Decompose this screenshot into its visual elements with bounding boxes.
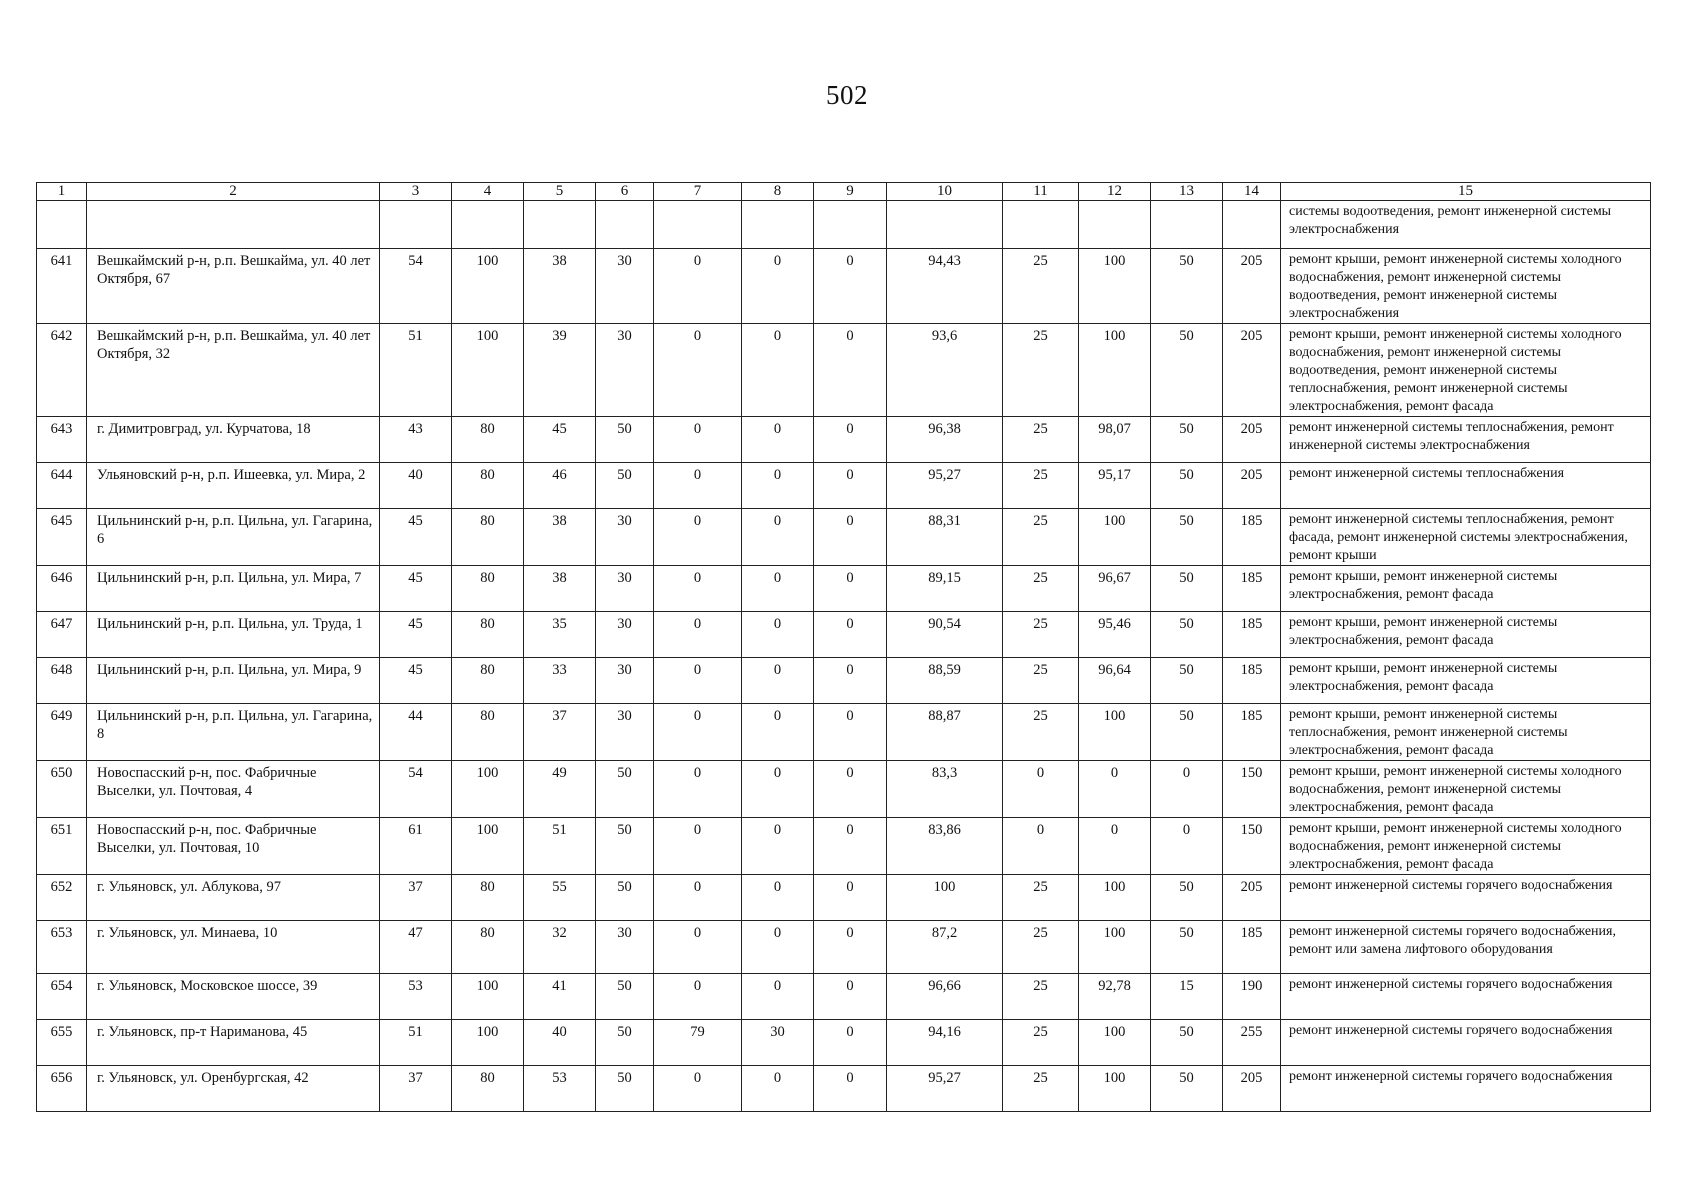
value-cell-col-3: 54 <box>380 761 452 818</box>
value-cell-col-13: 50 <box>1151 417 1223 463</box>
value-cell-col-7: 0 <box>654 417 742 463</box>
value-cell-col-10: 83,86 <box>887 818 1003 875</box>
work-list-cell: ремонт крыши, ремонт инженерной системы электроснабжения, ремонт фасада <box>1281 612 1651 658</box>
value-cell-col-14: 185 <box>1223 566 1281 612</box>
column-header-9: 9 <box>814 183 887 201</box>
value-cell-col-5: 32 <box>524 921 596 974</box>
work-list-cell: ремонт крыши, ремонт инженерной системы холодного водоснабжения, ремонт инженерной системы электроснабжения, ремонт фасада <box>1281 818 1651 875</box>
value-cell-col-14: 205 <box>1223 417 1281 463</box>
value-cell-col-4: 80 <box>452 704 524 761</box>
column-header-8: 8 <box>742 183 814 201</box>
column-header-12: 12 <box>1079 183 1151 201</box>
address-cell: Новоспасский р-н, пос. Фабричные Выселки, ул. Почтовая, 4 <box>87 761 380 818</box>
value-cell-col-5: 41 <box>524 974 596 1020</box>
value-cell-col-13: 15 <box>1151 974 1223 1020</box>
value-cell-col-12: 98,07 <box>1079 417 1151 463</box>
value-cell-col-3: 37 <box>380 875 452 921</box>
value-cell-col-5: 39 <box>524 324 596 417</box>
value-cell-col-7: 0 <box>654 658 742 704</box>
value-cell-col-8: 0 <box>742 324 814 417</box>
value-cell-col-4: 80 <box>452 921 524 974</box>
value-cell-col-3: 45 <box>380 658 452 704</box>
value-cell-col-10: 89,15 <box>887 566 1003 612</box>
row-number-cell: 655 <box>37 1020 87 1066</box>
value-cell-col-6: 50 <box>596 1020 654 1066</box>
address-cell: Ульяновский р-н, р.п. Ишеевка, ул. Мира, 2 <box>87 463 380 509</box>
table-row <box>37 324 1651 417</box>
value-cell-col-12: 95,46 <box>1079 612 1151 658</box>
value-cell-col-4: 80 <box>452 875 524 921</box>
value-cell-col-13: 50 <box>1151 509 1223 566</box>
value-cell-col-9: 0 <box>814 1066 887 1112</box>
value-cell-col-14: 185 <box>1223 921 1281 974</box>
column-header-1: 1 <box>37 183 87 201</box>
address-cell: Цильнинский р-н, р.п. Цильна, ул. Мира, 9 <box>87 658 380 704</box>
value-cell-col-14: 205 <box>1223 463 1281 509</box>
address-cell: г. Ульяновск, Московское шоссе, 39 <box>87 974 380 1020</box>
work-list-cell: ремонт крыши, ремонт инженерной системы холодного водоснабжения, ремонт инженерной системы водоотведения, ремонт инженерной системы электроснабжения <box>1281 249 1651 324</box>
table-body <box>37 201 1651 1112</box>
value-cell-col-5: 37 <box>524 704 596 761</box>
value-cell-col-12: 100 <box>1079 921 1151 974</box>
column-header-4: 4 <box>452 183 524 201</box>
row-number-cell: 641 <box>37 249 87 324</box>
value-cell-col-8: 0 <box>742 509 814 566</box>
value-cell-col-5: 51 <box>524 818 596 875</box>
value-cell-col-3: 44 <box>380 704 452 761</box>
value-cell-col-4: 100 <box>452 818 524 875</box>
value-cell-col-4: 80 <box>452 417 524 463</box>
value-cell-col-12: 100 <box>1079 1066 1151 1112</box>
work-list-cell: ремонт крыши, ремонт инженерной системы холодного водоснабжения, ремонт инженерной системы водоотведения, ремонт инженерной системы теплоснабжения, ремонт инженерной системы электроснабжения, ремонт фасада <box>1281 324 1651 417</box>
value-cell-col-3: 61 <box>380 818 452 875</box>
table-row <box>37 974 1651 1020</box>
value-cell-col-11: 25 <box>1003 704 1079 761</box>
value-cell-col-9: 0 <box>814 324 887 417</box>
column-header-5: 5 <box>524 183 596 201</box>
value-cell-col-3: 54 <box>380 249 452 324</box>
value-cell-col-3: 47 <box>380 921 452 974</box>
value-cell-col-14: 255 <box>1223 1020 1281 1066</box>
value-cell-col-8: 0 <box>742 818 814 875</box>
table-row <box>37 875 1651 921</box>
value-cell-col-3: 37 <box>380 1066 452 1112</box>
value-cell-col-12: 95,17 <box>1079 463 1151 509</box>
program-table-sheet <box>36 182 1650 1112</box>
value-cell-col-5: 55 <box>524 875 596 921</box>
row-number-cell: 647 <box>37 612 87 658</box>
value-cell-col-8: 0 <box>742 612 814 658</box>
work-list-cell: ремонт инженерной системы теплоснабжения <box>1281 463 1651 509</box>
address-cell: Вешкаймский р-н, р.п. Вешкайма, ул. 40 лет Октября, 67 <box>87 249 380 324</box>
work-list-cell: ремонт инженерной системы горячего водоснабжения <box>1281 1020 1651 1066</box>
value-cell-col-3: 45 <box>380 612 452 658</box>
row-number-cell: 642 <box>37 324 87 417</box>
value-cell-col-3: 43 <box>380 417 452 463</box>
value-cell-col-5: 40 <box>524 1020 596 1066</box>
continuation-work-list: системы водоотведения, ремонт инженерной системы электроснабжения <box>1281 201 1651 249</box>
header-row <box>37 183 1651 201</box>
work-list-cell: ремонт инженерной системы горячего водоснабжения <box>1281 974 1651 1020</box>
value-cell-col-9: 0 <box>814 612 887 658</box>
value-cell-col-9: 0 <box>814 509 887 566</box>
value-cell-col-10: 100 <box>887 875 1003 921</box>
value-cell-col-7: 79 <box>654 1020 742 1066</box>
work-list-cell: ремонт крыши, ремонт инженерной системы холодного водоснабжения, ремонт инженерной системы электроснабжения, ремонт фасада <box>1281 761 1651 818</box>
value-cell-col-7: 0 <box>654 704 742 761</box>
column-header-7: 7 <box>654 183 742 201</box>
value-cell-col-13: 0 <box>1151 761 1223 818</box>
row-number-cell: 644 <box>37 463 87 509</box>
value-cell-col-8: 0 <box>742 761 814 818</box>
value-cell-col-12: 100 <box>1079 509 1151 566</box>
value-cell-col-11: 0 <box>1003 761 1079 818</box>
value-cell-col-4: 100 <box>452 324 524 417</box>
value-cell-col-7: 0 <box>654 974 742 1020</box>
address-cell: Цильнинский р-н, р.п. Цильна, ул. Гагарина, 6 <box>87 509 380 566</box>
row-number-cell: 643 <box>37 417 87 463</box>
continuation-row <box>37 201 1651 249</box>
value-cell-col-10: 90,54 <box>887 612 1003 658</box>
value-cell-col-6: 30 <box>596 921 654 974</box>
value-cell-col-7: 0 <box>654 324 742 417</box>
value-cell-col-13: 50 <box>1151 249 1223 324</box>
value-cell-col-3: 45 <box>380 566 452 612</box>
value-cell-col-9: 0 <box>814 704 887 761</box>
value-cell-col-9: 0 <box>814 818 887 875</box>
value-cell-col-11: 25 <box>1003 1020 1079 1066</box>
row-number-cell: 653 <box>37 921 87 974</box>
value-cell-col-10: 95,27 <box>887 463 1003 509</box>
value-cell-col-9: 0 <box>814 921 887 974</box>
value-cell-col-14: 185 <box>1223 658 1281 704</box>
value-cell-col-6: 30 <box>596 249 654 324</box>
value-cell-col-7: 0 <box>654 875 742 921</box>
value-cell-col-9: 0 <box>814 566 887 612</box>
value-cell-col-13: 50 <box>1151 566 1223 612</box>
value-cell-col-5: 35 <box>524 612 596 658</box>
address-cell: Цильнинский р-н, р.п. Цильна, ул. Труда, 1 <box>87 612 380 658</box>
work-list-cell: ремонт инженерной системы теплоснабжения, ремонт фасада, ремонт инженерной системы электроснабжения, ремонт крыши <box>1281 509 1651 566</box>
value-cell-col-10: 94,43 <box>887 249 1003 324</box>
value-cell-col-6: 50 <box>596 875 654 921</box>
work-list-cell: ремонт инженерной системы горячего водоснабжения, ремонт или замена лифтового оборудования <box>1281 921 1651 974</box>
value-cell-col-14: 205 <box>1223 1066 1281 1112</box>
value-cell-col-10: 87,2 <box>887 921 1003 974</box>
value-cell-col-9: 0 <box>814 417 887 463</box>
value-cell-col-6: 50 <box>596 1066 654 1112</box>
value-cell-col-3: 40 <box>380 463 452 509</box>
address-cell: г. Ульяновск, ул. Минаева, 10 <box>87 921 380 974</box>
column-header-6: 6 <box>596 183 654 201</box>
value-cell-col-5: 38 <box>524 566 596 612</box>
value-cell-col-13: 50 <box>1151 612 1223 658</box>
value-cell-col-14: 205 <box>1223 324 1281 417</box>
table-row <box>37 704 1651 761</box>
value-cell-col-13: 0 <box>1151 818 1223 875</box>
value-cell-col-9: 0 <box>814 463 887 509</box>
value-cell-col-8: 0 <box>742 658 814 704</box>
value-cell-col-6: 50 <box>596 974 654 1020</box>
work-list-cell: ремонт крыши, ремонт инженерной системы теплоснабжения, ремонт инженерной системы электроснабжения, ремонт фасада <box>1281 704 1651 761</box>
value-cell-col-5: 38 <box>524 509 596 566</box>
value-cell-col-11: 25 <box>1003 974 1079 1020</box>
row-number-cell: 652 <box>37 875 87 921</box>
value-cell-col-11: 25 <box>1003 658 1079 704</box>
value-cell-col-5: 46 <box>524 463 596 509</box>
row-number-cell: 646 <box>37 566 87 612</box>
value-cell-col-11: 25 <box>1003 324 1079 417</box>
column-header-11: 11 <box>1003 183 1079 201</box>
value-cell-col-6: 30 <box>596 704 654 761</box>
work-list-cell: ремонт крыши, ремонт инженерной системы электроснабжения, ремонт фасада <box>1281 658 1651 704</box>
value-cell-col-14: 205 <box>1223 875 1281 921</box>
table-row <box>37 463 1651 509</box>
address-cell: Новоспасский р-н, пос. Фабричные Выселки, ул. Почтовая, 10 <box>87 818 380 875</box>
value-cell-col-4: 80 <box>452 566 524 612</box>
value-cell-col-4: 80 <box>452 1066 524 1112</box>
value-cell-col-12: 0 <box>1079 818 1151 875</box>
row-number-cell: 649 <box>37 704 87 761</box>
value-cell-col-11: 25 <box>1003 875 1079 921</box>
value-cell-col-3: 53 <box>380 974 452 1020</box>
value-cell-col-11: 25 <box>1003 249 1079 324</box>
column-header-13: 13 <box>1151 183 1223 201</box>
value-cell-col-10: 95,27 <box>887 1066 1003 1112</box>
value-cell-col-11: 25 <box>1003 417 1079 463</box>
work-list-cell: ремонт крыши, ремонт инженерной системы электроснабжения, ремонт фасада <box>1281 566 1651 612</box>
value-cell-col-5: 38 <box>524 249 596 324</box>
value-cell-col-14: 150 <box>1223 761 1281 818</box>
table-row <box>37 1066 1651 1112</box>
value-cell-col-6: 50 <box>596 463 654 509</box>
value-cell-col-7: 0 <box>654 761 742 818</box>
value-cell-col-5: 33 <box>524 658 596 704</box>
value-cell-col-13: 50 <box>1151 658 1223 704</box>
value-cell-col-11: 25 <box>1003 463 1079 509</box>
table-row <box>37 921 1651 974</box>
value-cell-col-6: 30 <box>596 324 654 417</box>
value-cell-col-12: 96,64 <box>1079 658 1151 704</box>
value-cell-col-7: 0 <box>654 921 742 974</box>
table-row <box>37 509 1651 566</box>
value-cell-col-13: 50 <box>1151 324 1223 417</box>
row-number-cell: 645 <box>37 509 87 566</box>
value-cell-col-10: 88,59 <box>887 658 1003 704</box>
value-cell-col-14: 185 <box>1223 612 1281 658</box>
value-cell-col-11: 25 <box>1003 921 1079 974</box>
value-cell-col-6: 50 <box>596 818 654 875</box>
row-number-cell: 656 <box>37 1066 87 1112</box>
page-number: 502 <box>826 80 868 110</box>
value-cell-col-13: 50 <box>1151 875 1223 921</box>
column-header-10: 10 <box>887 183 1003 201</box>
value-cell-col-11: 25 <box>1003 612 1079 658</box>
work-list-cell: ремонт инженерной системы теплоснабжения, ремонт инженерной системы электроснабжения <box>1281 417 1651 463</box>
row-number-cell: 650 <box>37 761 87 818</box>
value-cell-col-8: 0 <box>742 875 814 921</box>
value-cell-col-13: 50 <box>1151 1066 1223 1112</box>
value-cell-col-4: 100 <box>452 1020 524 1066</box>
address-cell: Цильнинский р-н, р.п. Цильна, ул. Гагарина, 8 <box>87 704 380 761</box>
value-cell-col-8: 0 <box>742 249 814 324</box>
value-cell-col-4: 100 <box>452 974 524 1020</box>
value-cell-col-4: 80 <box>452 463 524 509</box>
value-cell-col-11: 25 <box>1003 566 1079 612</box>
value-cell-col-11: 25 <box>1003 509 1079 566</box>
value-cell-col-9: 0 <box>814 249 887 324</box>
value-cell-col-6: 50 <box>596 761 654 818</box>
column-header-15: 15 <box>1281 183 1651 201</box>
value-cell-col-3: 51 <box>380 324 452 417</box>
value-cell-col-6: 30 <box>596 566 654 612</box>
value-cell-col-5: 49 <box>524 761 596 818</box>
value-cell-col-10: 88,87 <box>887 704 1003 761</box>
value-cell-col-8: 0 <box>742 463 814 509</box>
value-cell-col-13: 50 <box>1151 463 1223 509</box>
value-cell-col-14: 150 <box>1223 818 1281 875</box>
value-cell-col-12: 92,78 <box>1079 974 1151 1020</box>
value-cell-col-14: 185 <box>1223 704 1281 761</box>
value-cell-col-8: 0 <box>742 1066 814 1112</box>
table-row <box>37 417 1651 463</box>
value-cell-col-7: 0 <box>654 463 742 509</box>
value-cell-col-6: 30 <box>596 658 654 704</box>
value-cell-col-14: 190 <box>1223 974 1281 1020</box>
value-cell-col-9: 0 <box>814 974 887 1020</box>
value-cell-col-9: 0 <box>814 875 887 921</box>
value-cell-col-6: 30 <box>596 612 654 658</box>
value-cell-col-5: 45 <box>524 417 596 463</box>
value-cell-col-7: 0 <box>654 612 742 658</box>
work-list-cell: ремонт инженерной системы горячего водоснабжения <box>1281 875 1651 921</box>
value-cell-col-14: 205 <box>1223 249 1281 324</box>
table-row <box>37 761 1651 818</box>
value-cell-col-10: 96,38 <box>887 417 1003 463</box>
value-cell-col-13: 50 <box>1151 921 1223 974</box>
value-cell-col-10: 83,3 <box>887 761 1003 818</box>
value-cell-col-12: 100 <box>1079 249 1151 324</box>
value-cell-col-12: 100 <box>1079 1020 1151 1066</box>
value-cell-col-10: 88,31 <box>887 509 1003 566</box>
value-cell-col-10: 93,6 <box>887 324 1003 417</box>
value-cell-col-7: 0 <box>654 818 742 875</box>
value-cell-col-11: 25 <box>1003 1066 1079 1112</box>
value-cell-col-8: 0 <box>742 704 814 761</box>
value-cell-col-3: 51 <box>380 1020 452 1066</box>
value-cell-col-13: 50 <box>1151 1020 1223 1066</box>
value-cell-col-8: 0 <box>742 974 814 1020</box>
value-cell-col-10: 96,66 <box>887 974 1003 1020</box>
value-cell-col-7: 0 <box>654 249 742 324</box>
value-cell-col-12: 96,67 <box>1079 566 1151 612</box>
value-cell-col-7: 0 <box>654 509 742 566</box>
value-cell-col-6: 50 <box>596 417 654 463</box>
value-cell-col-10: 94,16 <box>887 1020 1003 1066</box>
column-header-2: 2 <box>87 183 380 201</box>
value-cell-col-8: 0 <box>742 921 814 974</box>
value-cell-col-8: 0 <box>742 566 814 612</box>
address-cell: Вешкаймский р-н, р.п. Вешкайма, ул. 40 лет Октября, 32 <box>87 324 380 417</box>
address-cell: Цильнинский р-н, р.п. Цильна, ул. Мира, 7 <box>87 566 380 612</box>
column-header-14: 14 <box>1223 183 1281 201</box>
value-cell-col-7: 0 <box>654 566 742 612</box>
table-header <box>37 183 1651 201</box>
table-row <box>37 612 1651 658</box>
table-row <box>37 566 1651 612</box>
table-row <box>37 249 1651 324</box>
value-cell-col-4: 100 <box>452 249 524 324</box>
value-cell-col-9: 0 <box>814 658 887 704</box>
work-list-cell: ремонт инженерной системы горячего водоснабжения <box>1281 1066 1651 1112</box>
value-cell-col-4: 80 <box>452 509 524 566</box>
address-cell: г. Димитровград, ул. Курчатова, 18 <box>87 417 380 463</box>
program-table <box>36 182 1651 1112</box>
table-row <box>37 818 1651 875</box>
value-cell-col-6: 30 <box>596 509 654 566</box>
value-cell-col-12: 100 <box>1079 875 1151 921</box>
value-cell-col-5: 53 <box>524 1066 596 1112</box>
column-header-3: 3 <box>380 183 452 201</box>
value-cell-col-7: 0 <box>654 1066 742 1112</box>
address-cell: г. Ульяновск, ул. Аблукова, 97 <box>87 875 380 921</box>
value-cell-col-14: 185 <box>1223 509 1281 566</box>
row-number-cell: 651 <box>37 818 87 875</box>
value-cell-col-12: 100 <box>1079 704 1151 761</box>
address-cell: г. Ульяновск, ул. Оренбургская, 42 <box>87 1066 380 1112</box>
value-cell-col-4: 100 <box>452 761 524 818</box>
value-cell-col-3: 45 <box>380 509 452 566</box>
value-cell-col-9: 0 <box>814 761 887 818</box>
value-cell-col-13: 50 <box>1151 704 1223 761</box>
value-cell-col-9: 0 <box>814 1020 887 1066</box>
table-row <box>37 658 1651 704</box>
row-number-cell: 654 <box>37 974 87 1020</box>
value-cell-col-12: 100 <box>1079 324 1151 417</box>
row-number-cell: 648 <box>37 658 87 704</box>
value-cell-col-4: 80 <box>452 658 524 704</box>
table-row <box>37 1020 1651 1066</box>
value-cell-col-11: 0 <box>1003 818 1079 875</box>
value-cell-col-8: 30 <box>742 1020 814 1066</box>
value-cell-col-4: 80 <box>452 612 524 658</box>
address-cell: г. Ульяновск, пр-т Нариманова, 45 <box>87 1020 380 1066</box>
value-cell-col-8: 0 <box>742 417 814 463</box>
value-cell-col-12: 0 <box>1079 761 1151 818</box>
